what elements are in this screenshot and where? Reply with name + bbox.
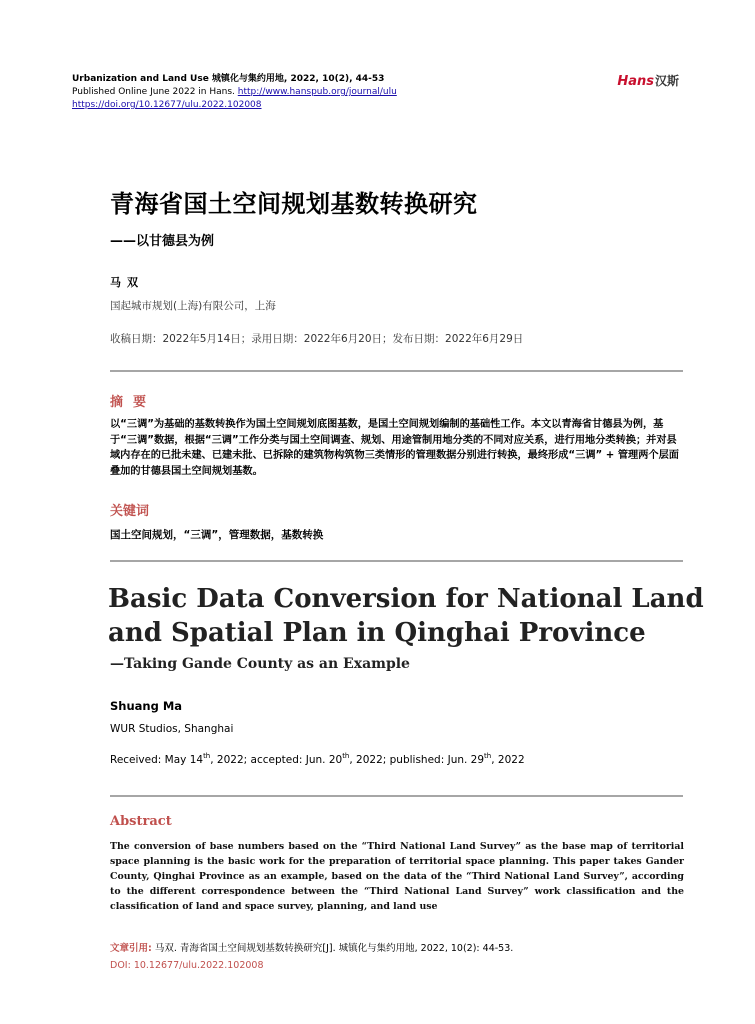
citation-doi[interactable]: DOI: 10.12677/ulu.2022.102008: [110, 960, 264, 971]
divider: [110, 560, 683, 562]
journal-line: Urbanization and Land Use 城镇化与集约用地, 2022, 10(2), 44-53: [72, 74, 385, 84]
abstract-heading-cn: 摘要: [110, 395, 157, 410]
abstract-en: The conversion of base numbers based on the “Third National Land Survey” as the base map of territorial space planning is the basic work for the preparation of territorial space planning. This paper takes Gander County, Qinghai Province as an example, based on the data of the “Third National Land Survey”, according to the different correspondence between the “Third National Land Survey” work classification and the classification of land and space survey, planning, and land use: [110, 841, 684, 912]
hans-logo: [617, 72, 679, 89]
doi-link[interactable]: https://doi.org/10.12677/ulu.2022.102008: [72, 100, 262, 110]
citation: [110, 940, 513, 974]
title-en: [108, 582, 704, 650]
year-end: , 2022: [491, 754, 525, 766]
affiliation-en: WUR Studios, Shanghai: [110, 723, 234, 735]
published-prefix: Published Online June 2022 in Hans.: [72, 87, 238, 97]
published-line: [72, 86, 397, 98]
affiliation-cn: 国起城市规划(上海)有限公司，上海: [110, 300, 276, 312]
citation-text: 马双. 青海省国土空间规划基数转换研究[J]. 城镇化与集约用地, 2022, 10(2): 44-53.: [151, 943, 514, 954]
received-sup: th: [203, 752, 211, 760]
dates-cn: 收稿日期：2022年5月14日；录用日期：2022年6月20日；发布日期：2022年6月29日: [110, 333, 524, 345]
abstract-cn: 以“三调”为基础的基数转换作为国土空间规划底图基数，是国土空间规划编制的基础性工作。本文以青海省甘德县为例，基于“三调”数据，根据“三调”工作分类与国土空间调查、规划、用途管制用地分类的不同对应关系，进行用地分类转换；并对县域内存在的已批未建、已建未批、已拆除的建筑物构筑物三类情形的管理数据分别进行转换，最终形成“三调” + 管理两个层面叠加的甘德县国土空间规划基数。: [110, 419, 679, 477]
author-en: Shuang Ma: [110, 699, 183, 713]
dates-en: [110, 754, 525, 766]
title-cn: 青海省国土空间规划基数转换研究: [110, 190, 478, 218]
accepted-date: , 2022; accepted: Jun. 20: [210, 754, 343, 766]
citation-line: [110, 940, 513, 957]
keywords-heading-cn: 关键词: [110, 504, 150, 519]
received-date: Received: May 14: [110, 754, 204, 766]
logo-brand: Hans: [617, 74, 654, 89]
keywords-cn: 国土空间规划，“三调”，管理数据，基数转换: [110, 529, 324, 541]
journal-url-link[interactable]: http://www.hanspub.org/journal/ulu: [237, 87, 397, 97]
published-date: , 2022; published: Jun. 29: [349, 754, 485, 766]
logo-cn: 汉斯: [654, 74, 679, 88]
citation-label: 文章引用:: [110, 943, 152, 954]
title-en-line1: Basic Data Conversion for National Land: [108, 584, 704, 614]
title-en-line2: and Spatial Plan in Qinghai Province: [108, 618, 646, 648]
accepted-sup: th: [342, 752, 350, 760]
author-cn: 马双: [110, 276, 144, 289]
subtitle-cn: ——以甘德县为例: [110, 234, 215, 249]
subtitle-en: —Taking Gande County as an Example: [110, 656, 410, 672]
abstract-heading-en: Abstract: [110, 814, 172, 829]
published-sup: th: [484, 752, 492, 760]
divider: [110, 795, 683, 797]
divider: [110, 370, 683, 372]
